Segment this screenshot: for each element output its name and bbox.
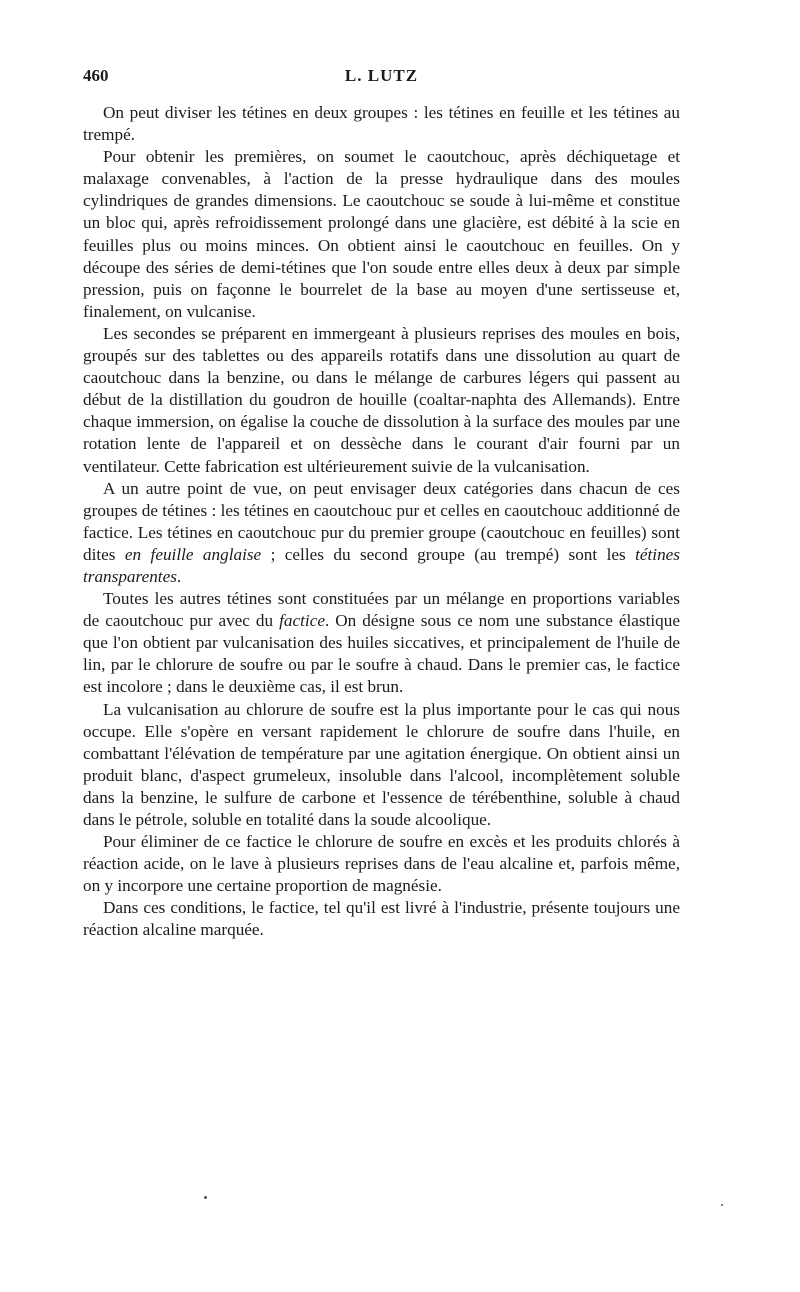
paragraph-elimination: Pour éliminer de ce factice le chlorure de soufre en excès et les produits chlorés à réaction acide, on le lave à plusieurs reprises dans de l'eau alcaline et, parfois même, on y incorpore une certaine proportion de magnésie. [83, 832, 680, 896]
running-title: L. LUTZ [344, 66, 419, 85]
italic-term: en feuille anglaise [124, 544, 262, 564]
running-head [83, 62, 680, 92]
print-speck [204, 1196, 207, 1199]
paragraph-conclusion: Dans ces conditions, le factice, tel qu'il est livré à l'industrie, présente toujours une réaction alcaline marquée. [83, 898, 680, 940]
paragraph-intro: On peut diviser les tétines en deux groupes : les tétines en feuille et les tétines au trempé. [83, 103, 680, 145]
paragraph-trempe: Les secondes se préparent en immergeant à plusieurs reprises des moules en bois, groupés sur des tablettes ou des appareils rotatifs dans une dissolution au quart de caoutchouc dans la benzine, ou dans le mélange de carbures légers qui passent au début de la distillation du goudron de houille (coaltar-naphta des Allemands). Entre chaque immersion, on égalise la couche de dissolution à la surface des moules par une rotation lente de l'appareil et on dessèche dans le courant d'air fourni par un ventilateur. Cette fabrication est ultérieurement suivie de la vulcanisation. [83, 323, 680, 476]
paragraph-text: Toutes les autres tétines sont constituées par un mélange en proportions variables de caoutchouc pur avec du [83, 589, 680, 631]
italic-term: factice [279, 611, 325, 631]
paragraph-text: . On désigne sous ce nom une substance élastique que l'on obtient par vulcanisation des huiles siccatives, et principalement de l'huile de lin, par le chlorure de soufre ou par le soufre à chaud. Dans le premier cas, le factice est incolore ; dans le deuxième cas, il est brun. [83, 611, 680, 697]
paragraph-text: A un autre point de vue, on peut envisager deux catégories dans chacun de ces groupes de tétines : les tétines en caoutchouc pur et celles en caoutchouc additionné de factice. Les tétines en caoutchouc pur du premier groupe (caoutchouc en feuilles) sont dites [83, 478, 680, 564]
paragraph-categories [83, 478, 680, 588]
print-speck [721, 1204, 723, 1206]
paragraph-text: ; celles du second groupe (au trempé) sont les [261, 544, 636, 564]
paragraph-feuille: Pour obtenir les premières, on soumet le caoutchouc, après déchiquetage et malaxage convenables, à l'action de la presse hydraulique dans des moules cylindriques de grandes dimensions. Le caoutchouc se soude à lui-même et constitue un bloc qui, après refroidissement prolongé dans une glacière, est débité à la scie en feuilles plus ou moins minces. On obtient ainsi le caoutchouc en feuilles. On y découpe des séries de demi-tétines que l'on soude entre elles deux à deux par simple pression, puis on façonne le bourrelet de la base au moyen d'une sertisseuse et, finalement, on vulcanise. [83, 147, 680, 321]
italic-term: tétines transparentes [83, 544, 680, 586]
book-page [83, 62, 680, 942]
paragraph-text: . [176, 566, 182, 586]
page-number: 460 [83, 66, 109, 85]
paragraph-factice [83, 588, 680, 698]
body-text [83, 102, 680, 942]
paragraph-vulcanisation: La vulcanisation au chlorure de soufre est la plus importante pour le cas qui nous occupe. Elle s'opère en versant rapidement le chlorure de soufre dans l'huile, en combattant l'élévation de température par une agitation énergique. On obtient ainsi un produit blanc, d'aspect grumeleux, insoluble dans l'alcool, incomplètement soluble dans la benzine, le sulfure de carbone et l'essence de térébenthine, soluble à chaud dans le pétrole, soluble en totalité dans la soude alcoolique. [83, 699, 680, 829]
